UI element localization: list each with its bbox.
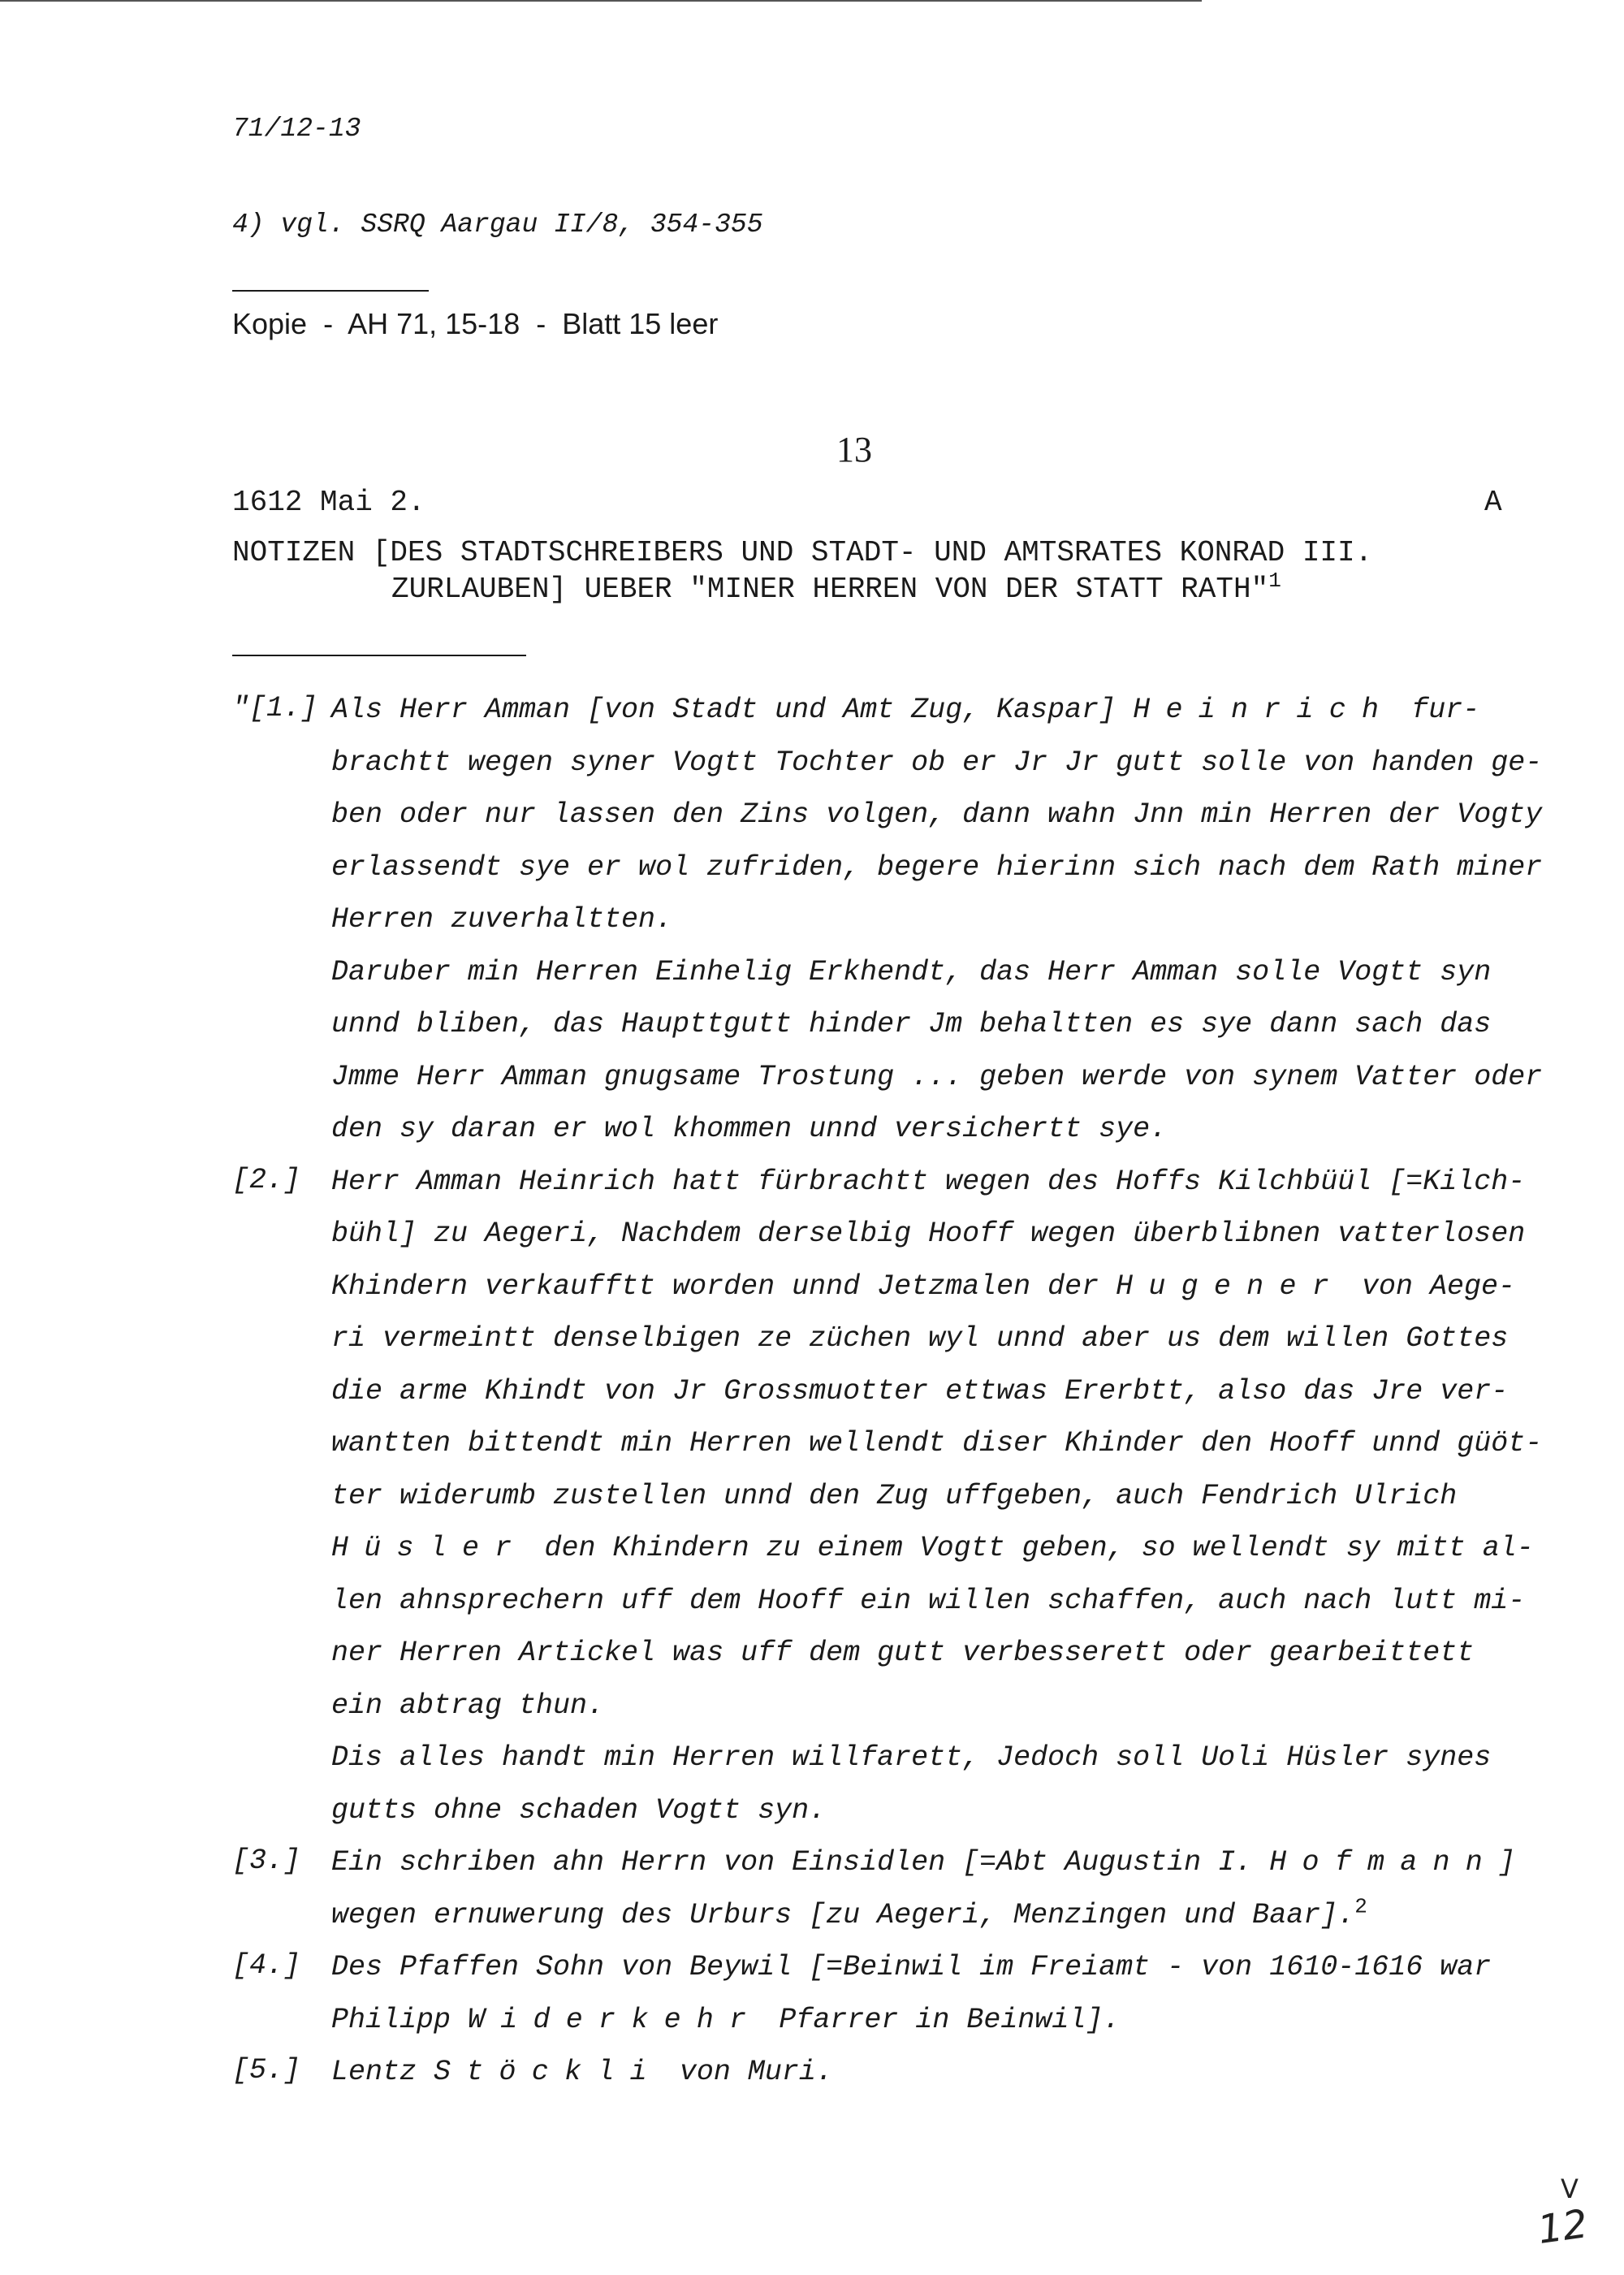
document-heading [232,536,1507,606]
document-date: 1612 Mai 2. [232,486,425,519]
text-span: Philipp [331,2003,451,2036]
text-line: brachtt wegen syner Vogtt Tochter ob er Jr Jr gutt solle von handen ge- [331,746,1543,779]
entry-number: [5.] [232,2054,301,2087]
text-line: unnd bliben, das Haupttgutt hinder Jm behaltten es sye dann sach das [331,1008,1492,1040]
entry-5 [232,2054,1507,2107]
text-line [331,2002,1507,2055]
entry-3 [232,1845,1531,1949]
entry-1 [232,692,1543,1164]
footnote-marker: 2 [1354,1893,1367,1918]
text-span: wegen ernuwerung des Urburs [zu Aegeri, Menzingen und Baar]. [331,1898,1355,1931]
spaced-name: Widerkehr [468,2003,762,2036]
text-line: wantten bittendt min Herren wellendt diser Khinder den Hooff unnd güöt- [331,1427,1543,1460]
heading-line-2 [232,569,1507,606]
text-line [331,2054,1507,2107]
spaced-name: Stöckli [434,2056,663,2088]
entry-2 [232,1163,1543,1845]
text-span: Pfarrer in Beinwil]. [779,2003,1121,2036]
handwritten-page-mark: 12 [1535,2201,1591,2253]
text-span: Als Herr Amman [von Stadt und Amt Zug, Kaspar] [331,694,1116,726]
footnote-divider [232,290,429,292]
entry-4 [232,1949,1507,2054]
text-line: Jmme Herr Amman gnugsame Trostung ... geben werde von synem Vatter oder [331,1060,1543,1093]
text-span: Lentz [331,2056,417,2088]
text-line: gutts ohne schaden Vogtt syn. [331,1793,827,1827]
text-span: fur- [1411,694,1480,726]
text-line: Herren zuverhaltten. [331,903,673,936]
text-span: von Aege- [1361,1269,1515,1303]
spaced-name: Heinrich [1133,694,1395,726]
document-body [232,692,1543,2107]
text-line: ein abtrag thun. [331,1689,605,1722]
text-span: den Khindern zu einem Vogtt geben, so wellendt sy mitt al- [544,1532,1534,1564]
entry-number: [4.] [232,1949,301,1982]
entry-number: [3.] [232,1845,301,1877]
entry-number: "[1.] [232,692,318,724]
text-line: erlassendt sye er wol zufriden, begere hierinn sich nach dem Rath miner [331,850,1543,884]
text-line: ner Herren Artickel was uff dem gutt verbesserett oder gearbeittett [331,1637,1475,1669]
text-line: Des Pfaffen Sohn von Beywil [=Beinwil im Freiamt - von 1610-1616 war [331,1951,1492,1983]
text-span: Khindern verkaufftt worden unnd Jetzmalen der [331,1269,1099,1303]
scan-top-edge [0,0,1202,2]
text-line: Herr Amman Heinrich hatt fürbrachtt wegen des Hoffs Kilchbüül [=Kilch- [331,1165,1526,1198]
text-line: ben oder nur lassen den Zins volgen, dann wahn Jnn min Herren der Vogty [331,798,1543,831]
text-line [331,1893,1507,1950]
text-line [331,1530,1534,1583]
document-reference: 71/12-13 [232,114,361,144]
spaced-name: Hofmann] [1269,1846,1531,1879]
page-number: 13 [836,430,872,469]
spaced-name: Hugener [1116,1269,1345,1303]
text-line: Daruber min Herren Einhelig Erkhendt, das Herr Amman solle Vogtt syn [331,955,1492,988]
text-line: len ahnsprechern uff dem Hooff ein willen schaffen, auch nach lutt mi- [331,1584,1526,1617]
text-span: von Muri. [679,2056,833,2088]
copy-source-line: Kopie - AH 71, 15-18 - Blatt 15 leer [232,307,719,340]
text-line: bühl] zu Aegeri, Nachdem derselbig Hooff wegen überblibnen vatterlosen [331,1218,1526,1250]
text-line: Dis alles handt min Herren willfarett, Jedoch soll Uoli Hüsler synes [331,1741,1492,1774]
heading-footnote-marker: 1 [1268,569,1281,593]
text-line: den sy daran er wol khommen unnd versichertt sye. [331,1113,1168,1145]
entry-number: [2.] [232,1163,301,1196]
section-letter: A [1484,486,1502,519]
handwritten-mark-top: V [1561,2173,1579,2204]
heading-line-2-text: ZURLAUBEN] UEBER "MINER HERREN VON DER STATT RATH" [391,573,1269,606]
heading-line-1: NOTIZEN [DES STADTSCHREIBERS UND STADT- UND AMTSRATES KONRAD III. [232,536,1373,569]
text-line [331,692,1507,745]
text-line: die arme Khindt von Jr Grossmuotter ettwas Ererbtt, also das Jre ver- [331,1374,1509,1408]
text-span: Ein schriben ahn Herrn von Einsidlen [=Abt Augustin I. [331,1846,1253,1879]
text-line [331,1269,1515,1321]
footnote-reference: 4) vgl. SSRQ Aargau II/8, 354-355 [232,210,763,240]
heading-divider [232,655,526,656]
spaced-name: Hüsler [331,1532,528,1564]
text-line: ter widerumb zustellen unnd den Zug uffgeben, auch Fendrich Ulrich [331,1479,1458,1512]
text-line: ri vermeintt denselbigen ze züchen wyl unnd aber us dem willen Gottes [331,1322,1509,1355]
text-line [331,1845,1531,1897]
